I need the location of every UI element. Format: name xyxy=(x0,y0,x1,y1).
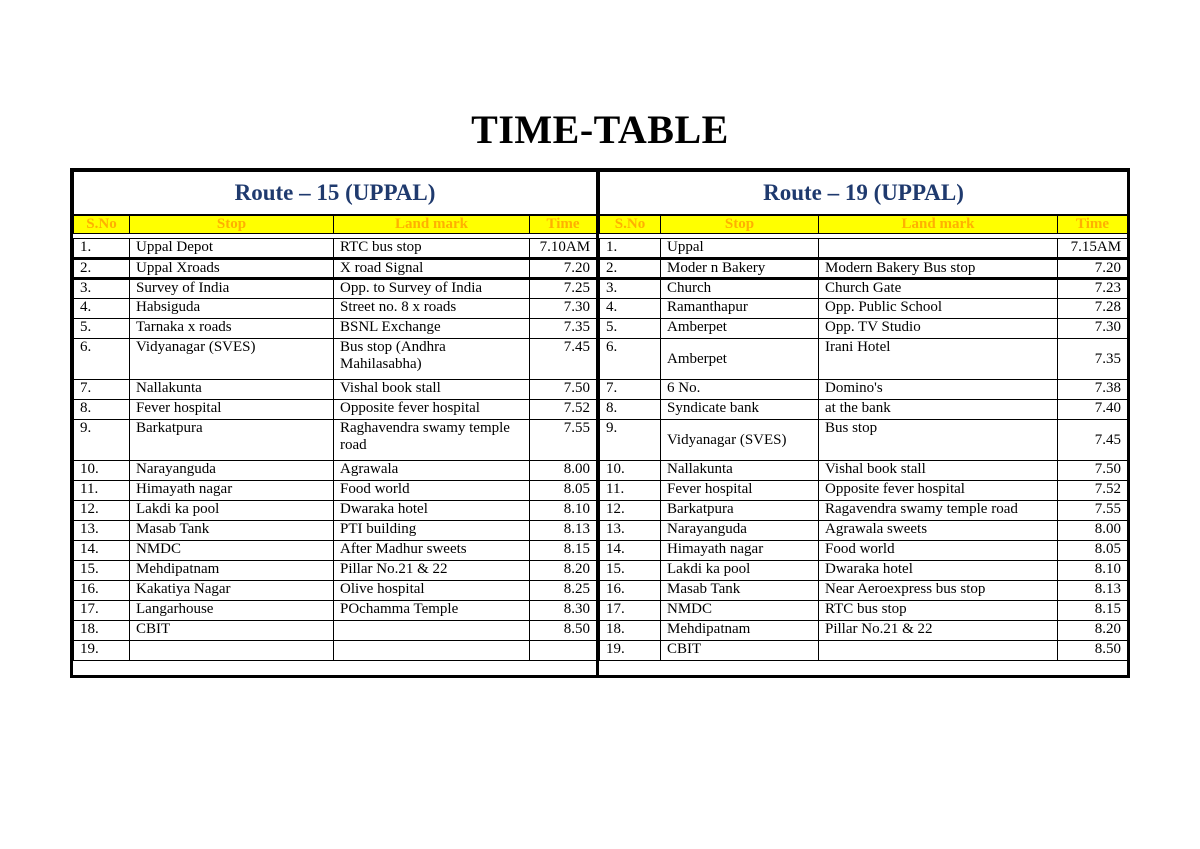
cell-sno: 13. xyxy=(74,521,130,541)
timetable xyxy=(599,171,1128,661)
cell-landmark: Olive hospital xyxy=(334,581,530,601)
cell-sno: 16. xyxy=(74,581,130,601)
cell-sno: 6. xyxy=(74,339,130,380)
cell-stop: Himayath nagar xyxy=(130,481,334,501)
cell-landmark: Ragavendra swamy temple road xyxy=(819,501,1058,521)
cell-landmark: Pillar No.21 & 22 xyxy=(819,621,1058,641)
cell-stop: CBIT xyxy=(661,641,819,661)
cell-landmark: Raghavendra swamy temple road xyxy=(334,420,530,461)
cell-sno: 14. xyxy=(74,541,130,561)
cell-landmark: Vishal book stall xyxy=(819,461,1058,481)
cell-stop: 6 No. xyxy=(661,380,819,400)
cell-stop: Amberpet xyxy=(661,319,819,339)
cell-landmark: Bus stop xyxy=(819,420,1058,461)
cell-time: 7.20 xyxy=(530,259,597,279)
cell-sno: 13. xyxy=(600,521,661,541)
cell-sno: 4. xyxy=(74,299,130,319)
cell-stop: Nallakunta xyxy=(661,461,819,481)
cell-time: 8.30 xyxy=(530,601,597,621)
table-row xyxy=(600,601,1128,621)
cell-sno: 12. xyxy=(74,501,130,521)
cell-time: 7.40 xyxy=(1058,400,1128,420)
cell-stop: Fever hospital xyxy=(661,481,819,501)
cell-sno: 1. xyxy=(74,239,130,259)
cell-time: 7.52 xyxy=(1058,481,1128,501)
table-row xyxy=(74,259,597,279)
table-row xyxy=(74,380,597,400)
table-row xyxy=(600,621,1128,641)
table-row xyxy=(74,279,597,299)
cell-sno: 17. xyxy=(74,601,130,621)
col-header-stop: Stop xyxy=(130,215,334,234)
cell-time: 7.50 xyxy=(1058,461,1128,481)
cell-time: 7.30 xyxy=(530,299,597,319)
route-19-table xyxy=(596,168,1130,678)
cell-sno: 4. xyxy=(600,299,661,319)
cell-landmark: Agrawala xyxy=(334,461,530,481)
table-row xyxy=(600,541,1128,561)
cell-landmark xyxy=(819,239,1058,259)
cell-time: 7.35 xyxy=(530,319,597,339)
cell-sno: 9. xyxy=(600,420,661,461)
table-row xyxy=(600,279,1128,299)
cell-landmark: Pillar No.21 & 22 xyxy=(334,561,530,581)
cell-landmark: Irani Hotel xyxy=(819,339,1058,380)
cell-sno: 10. xyxy=(74,461,130,481)
cell-sno: 15. xyxy=(600,561,661,581)
table-row xyxy=(600,259,1128,279)
cell-time: 7.45 xyxy=(1058,420,1128,461)
cell-stop: NMDC xyxy=(130,541,334,561)
cell-landmark: Modern Bakery Bus stop xyxy=(819,259,1058,279)
cell-landmark xyxy=(334,621,530,641)
table-row xyxy=(74,601,597,621)
cell-time: 8.20 xyxy=(530,561,597,581)
col-header-sno: S.No xyxy=(74,215,130,234)
cell-sno: 9. xyxy=(74,420,130,461)
cell-landmark xyxy=(819,641,1058,661)
cell-landmark: Bus stop (Andhra Mahilasabha) xyxy=(334,339,530,380)
cell-sno: 14. xyxy=(600,541,661,561)
cell-stop: Uppal Depot xyxy=(130,239,334,259)
page-title: TIME-TABLE xyxy=(471,107,729,152)
cell-stop: Moder n Bakery xyxy=(661,259,819,279)
col-header-stop: Stop xyxy=(661,215,819,234)
cell-stop: Barkatpura xyxy=(130,420,334,461)
cell-sno: 11. xyxy=(74,481,130,501)
cell-time: 8.50 xyxy=(530,621,597,641)
table-row xyxy=(74,319,597,339)
cell-stop: Ramanthapur xyxy=(661,299,819,319)
cell-landmark: Dwaraka hotel xyxy=(819,561,1058,581)
table-row xyxy=(600,239,1128,259)
table-row xyxy=(600,521,1128,541)
table-row xyxy=(600,380,1128,400)
cell-sno: 16. xyxy=(600,581,661,601)
cell-sno: 1. xyxy=(600,239,661,259)
cell-stop: Langarhouse xyxy=(130,601,334,621)
cell-landmark: at the bank xyxy=(819,400,1058,420)
cell-time: 7.15AM xyxy=(1058,239,1128,259)
cell-stop: Mehdipatnam xyxy=(130,561,334,581)
cell-landmark: BSNL Exchange xyxy=(334,319,530,339)
col-header-landmark: Land mark xyxy=(819,215,1058,234)
col-header-sno: S.No xyxy=(600,215,661,234)
cell-stop: Narayanguda xyxy=(661,521,819,541)
cell-sno: 10. xyxy=(600,461,661,481)
cell-sno: 6. xyxy=(600,339,661,380)
cell-time: 7.28 xyxy=(1058,299,1128,319)
cell-sno: 18. xyxy=(600,621,661,641)
route-15-table xyxy=(70,168,599,678)
cell-sno: 2. xyxy=(600,259,661,279)
cell-time: 7.52 xyxy=(530,400,597,420)
cell-sno: 18. xyxy=(74,621,130,641)
cell-landmark: Food world xyxy=(334,481,530,501)
cell-stop: Syndicate bank xyxy=(661,400,819,420)
cell-time: 8.15 xyxy=(530,541,597,561)
cell-stop: Vidyanagar (SVES) xyxy=(130,339,334,380)
table-row xyxy=(600,319,1128,339)
cell-sno: 2. xyxy=(74,259,130,279)
cell-landmark: Food world xyxy=(819,541,1058,561)
table-row xyxy=(600,400,1128,420)
table-row xyxy=(600,339,1128,380)
cell-stop: Masab Tank xyxy=(661,581,819,601)
cell-sno: 7. xyxy=(74,380,130,400)
cell-time: 8.10 xyxy=(1058,561,1128,581)
cell-time: 7.50 xyxy=(530,380,597,400)
cell-landmark: Opp. Public School xyxy=(819,299,1058,319)
col-header-time: Time xyxy=(530,215,597,234)
table-row xyxy=(74,420,597,461)
table-row xyxy=(74,339,597,380)
table-row xyxy=(600,299,1128,319)
cell-stop: Mehdipatnam xyxy=(661,621,819,641)
cell-time: 8.05 xyxy=(1058,541,1128,561)
route-title: Route – 15 (UPPAL) xyxy=(74,172,597,215)
cell-landmark: Near Aeroexpress bus stop xyxy=(819,581,1058,601)
cell-stop: Nallakunta xyxy=(130,380,334,400)
cell-sno: 5. xyxy=(600,319,661,339)
cell-sno: 7. xyxy=(600,380,661,400)
cell-sno: 17. xyxy=(600,601,661,621)
cell-time: 7.55 xyxy=(1058,501,1128,521)
cell-time: 8.05 xyxy=(530,481,597,501)
cell-time: 8.00 xyxy=(1058,521,1128,541)
cell-stop: Kakatiya Nagar xyxy=(130,581,334,601)
cell-landmark: Street no. 8 x roads xyxy=(334,299,530,319)
cell-landmark: RTC bus stop xyxy=(819,601,1058,621)
cell-sno: 15. xyxy=(74,561,130,581)
timetable xyxy=(73,171,597,661)
cell-stop: Masab Tank xyxy=(130,521,334,541)
cell-time: 7.20 xyxy=(1058,259,1128,279)
cell-stop: NMDC xyxy=(661,601,819,621)
table-row xyxy=(74,400,597,420)
cell-stop: Lakdi ka pool xyxy=(661,561,819,581)
cell-landmark: After Madhur sweets xyxy=(334,541,530,561)
cell-stop: Vidyanagar (SVES) xyxy=(661,420,819,461)
cell-landmark: Opposite fever hospital xyxy=(819,481,1058,501)
cell-stop: Amberpet xyxy=(661,339,819,380)
table-row xyxy=(74,239,597,259)
cell-time: 8.50 xyxy=(1058,641,1128,661)
cell-stop: CBIT xyxy=(130,621,334,641)
cell-time: 8.20 xyxy=(1058,621,1128,641)
cell-stop: Church xyxy=(661,279,819,299)
table-row xyxy=(600,641,1128,661)
table-row xyxy=(74,461,597,481)
cell-landmark: POchamma Temple xyxy=(334,601,530,621)
cell-stop: Lakdi ka pool xyxy=(130,501,334,521)
col-header-time: Time xyxy=(1058,215,1128,234)
cell-landmark: Dwaraka hotel xyxy=(334,501,530,521)
cell-time: 7.10AM xyxy=(530,239,597,259)
cell-landmark: X road Signal xyxy=(334,259,530,279)
table-row xyxy=(600,561,1128,581)
table-row xyxy=(74,481,597,501)
cell-landmark: Opp. to Survey of India xyxy=(334,279,530,299)
cell-time: 8.25 xyxy=(530,581,597,601)
cell-time: 7.55 xyxy=(530,420,597,461)
table-row xyxy=(600,501,1128,521)
cell-time: 8.15 xyxy=(1058,601,1128,621)
cell-stop: Barkatpura xyxy=(661,501,819,521)
cell-time xyxy=(530,641,597,661)
cell-time: 8.00 xyxy=(530,461,597,481)
cell-sno: 11. xyxy=(600,481,661,501)
table-row xyxy=(600,461,1128,481)
cell-landmark: Agrawala sweets xyxy=(819,521,1058,541)
cell-sno: 5. xyxy=(74,319,130,339)
cell-sno: 19. xyxy=(74,641,130,661)
table-row xyxy=(600,481,1128,501)
cell-landmark: Opposite fever hospital xyxy=(334,400,530,420)
cell-stop: Habsiguda xyxy=(130,299,334,319)
cell-sno: 3. xyxy=(600,279,661,299)
cell-stop: Uppal Xroads xyxy=(130,259,334,279)
cell-time: 8.13 xyxy=(1058,581,1128,601)
cell-sno: 8. xyxy=(74,400,130,420)
cell-time: 7.30 xyxy=(1058,319,1128,339)
table-row xyxy=(74,641,597,661)
cell-landmark: Domino's xyxy=(819,380,1058,400)
cell-sno: 8. xyxy=(600,400,661,420)
cell-landmark: Church Gate xyxy=(819,279,1058,299)
cell-stop: Fever hospital xyxy=(130,400,334,420)
cell-stop: Survey of India xyxy=(130,279,334,299)
cell-stop: Himayath nagar xyxy=(661,541,819,561)
cell-landmark: PTI building xyxy=(334,521,530,541)
route-title: Route – 19 (UPPAL) xyxy=(600,172,1128,215)
cell-sno: 12. xyxy=(600,501,661,521)
table-row xyxy=(74,521,597,541)
table-row xyxy=(74,541,597,561)
cell-sno: 3. xyxy=(74,279,130,299)
cell-time: 7.35 xyxy=(1058,339,1128,380)
cell-time: 7.25 xyxy=(530,279,597,299)
table-row xyxy=(74,561,597,581)
cell-landmark: Opp. TV Studio xyxy=(819,319,1058,339)
cell-time: 8.13 xyxy=(530,521,597,541)
cell-time: 7.45 xyxy=(530,339,597,380)
cell-stop xyxy=(130,641,334,661)
table-row xyxy=(74,501,597,521)
col-header-landmark: Land mark xyxy=(334,215,530,234)
cell-stop: Tarnaka x roads xyxy=(130,319,334,339)
cell-landmark: RTC bus stop xyxy=(334,239,530,259)
cell-sno: 19. xyxy=(600,641,661,661)
cell-stop: Narayanguda xyxy=(130,461,334,481)
cell-time: 7.23 xyxy=(1058,279,1128,299)
table-row xyxy=(600,420,1128,461)
cell-stop: Uppal xyxy=(661,239,819,259)
cell-time: 7.38 xyxy=(1058,380,1128,400)
table-row xyxy=(600,581,1128,601)
table-row xyxy=(74,581,597,601)
table-row xyxy=(74,621,597,641)
cell-time: 8.10 xyxy=(530,501,597,521)
cell-landmark: Vishal book stall xyxy=(334,380,530,400)
table-row xyxy=(74,299,597,319)
cell-landmark xyxy=(334,641,530,661)
